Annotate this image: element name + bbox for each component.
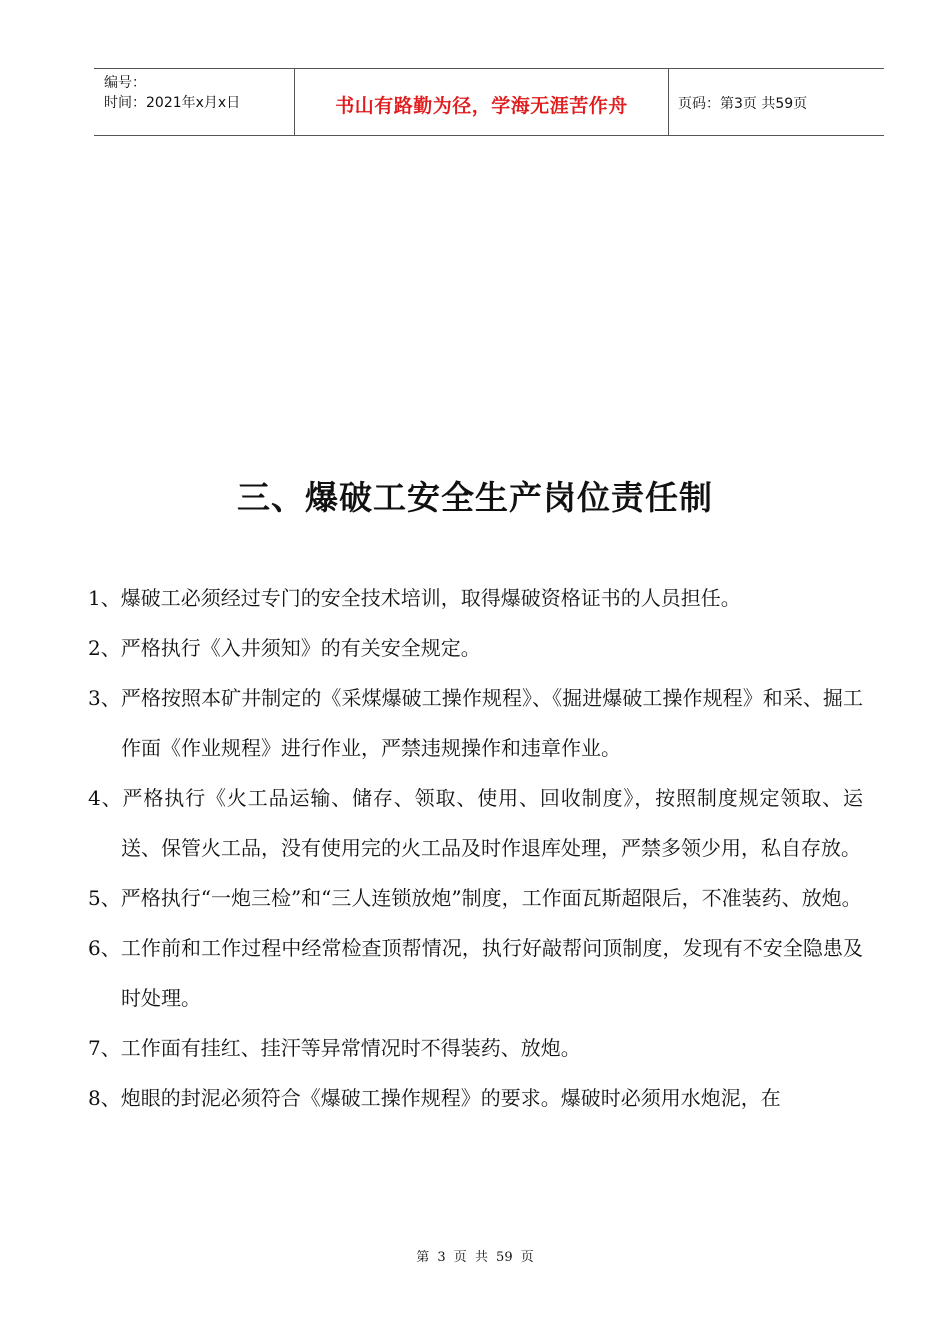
responsibility-list	[88, 573, 863, 1123]
list-item: 6、工作前和工作过程中经常检查顶帮情况，执行好敲帮问顶制度，发现有不安全隐患及时处理。	[88, 936, 863, 1010]
document-time-label: 时间：2021年x月x日	[104, 95, 241, 111]
list-item: 5、严格执行“一炮三检”和“三人连锁放炮”制度，工作面瓦斯超限后，不准装药、放炮。	[88, 886, 862, 910]
document-number-label: 编号：	[104, 75, 146, 91]
list-item: 8、炮眼的封泥必须符合《爆破工操作规程》的要求。爆破时必须用水炮泥，在	[88, 1086, 781, 1110]
header-motto: 书山有路勤为径，学海无涯苦作舟	[335, 95, 628, 117]
list-item: 3、严格按照本矿井制定的《采煤爆破工操作规程》、《掘进爆破工操作规程》和采、掘工作面《作业规程》进行作业，严禁违规操作和违章作业。	[88, 686, 863, 760]
list-item: 7、工作面有挂红、挂汗等异常情况时不得装药、放炮。	[88, 1036, 581, 1060]
document-title: 三、爆破工安全生产岗位责任制	[237, 478, 713, 517]
page-header	[94, 68, 884, 136]
list-item: 1、爆破工必须经过专门的安全技术培训，取得爆破资格证书的人员担任。	[88, 586, 741, 610]
list-item: 4、严格执行《火工品运输、储存、领取、使用、回收制度》，按照制度规定领取、运送、保管火工品，没有使用完的火工品及时作退库处理，严禁多领少用，私自存放。	[88, 786, 863, 860]
list-item: 2、严格执行《入井须知》的有关安全规定。	[88, 636, 481, 660]
page-footer: 第 3 页 共 59 页	[416, 1250, 534, 1265]
header-meta	[104, 73, 294, 113]
header-page-number: 页码：第3页 共59页	[678, 96, 808, 112]
header-divider	[668, 69, 669, 136]
